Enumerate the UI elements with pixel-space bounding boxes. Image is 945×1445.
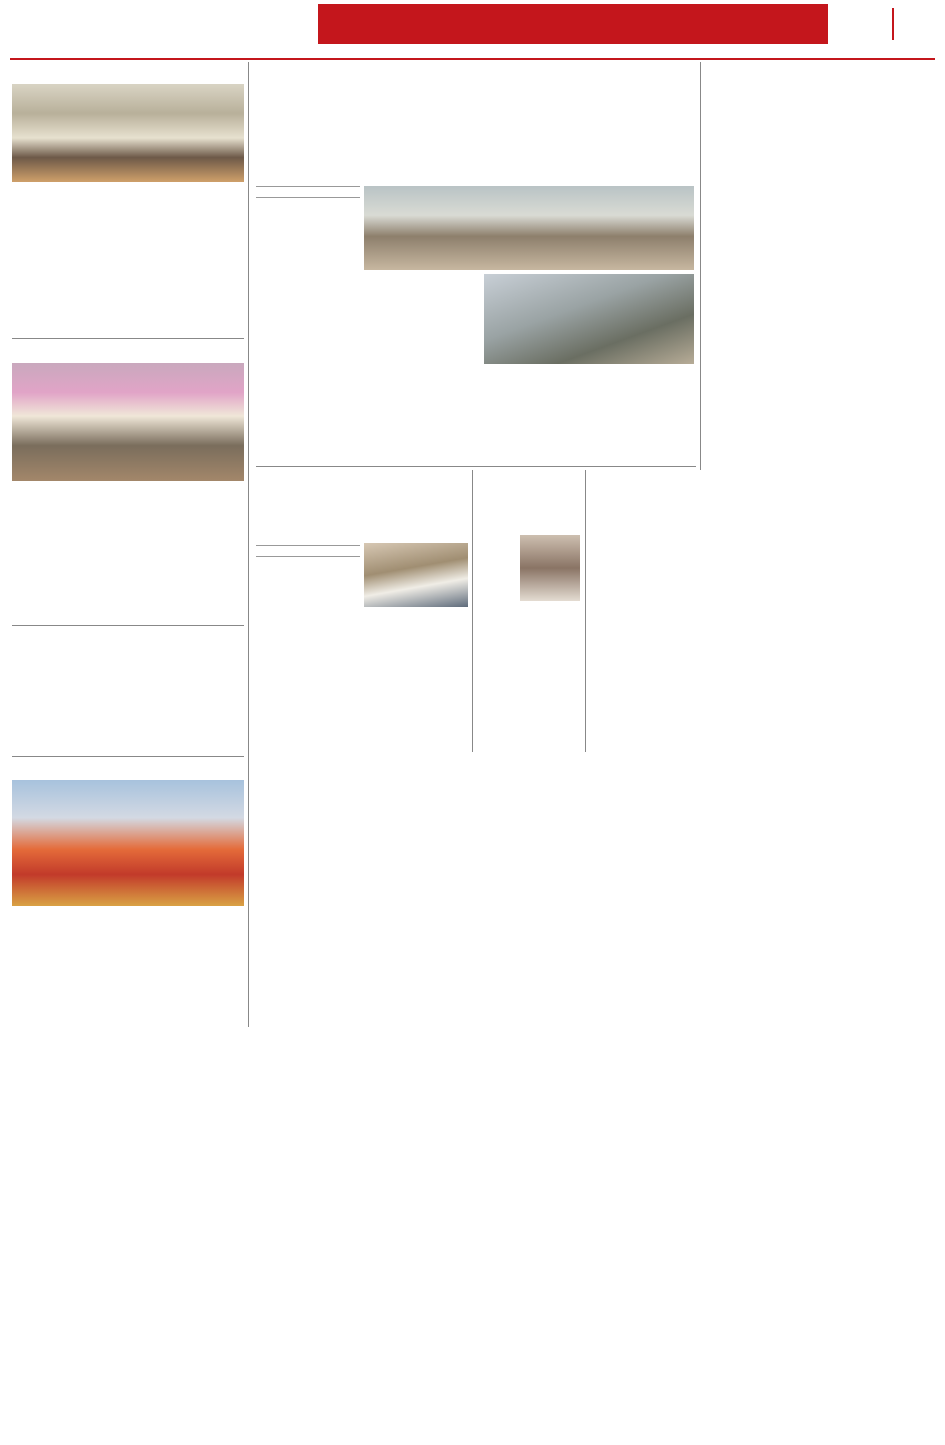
photo-kalash-yatra — [12, 780, 244, 906]
photo-protest — [12, 363, 244, 481]
newspaper-logo — [22, 6, 182, 32]
article-dog-title — [478, 470, 580, 532]
issue-date-visible — [790, 48, 890, 58]
article-disha-mobile — [256, 558, 360, 568]
column-divider — [472, 470, 473, 752]
article-protest-title — [12, 343, 244, 361]
masthead-divider — [10, 58, 935, 60]
article-protest-col1 — [12, 485, 125, 621]
article-disha-col1 — [256, 572, 360, 752]
article-bjp-march-col1 — [12, 186, 125, 332]
article-bjp-march-col2 — [131, 186, 244, 332]
article-blacklist-col2 — [131, 648, 244, 752]
article-dog-col1 — [478, 535, 518, 601]
divider — [256, 466, 696, 467]
article-kalash-col2 — [131, 910, 244, 1020]
article-pole-col1 — [256, 212, 360, 462]
article-pole-col2b — [364, 368, 472, 462]
city-banner — [318, 4, 828, 44]
column-divider — [585, 470, 586, 752]
photo-pole-road — [364, 186, 694, 270]
article-pole-col2 — [364, 274, 480, 364]
caption-proposal-title — [476, 368, 586, 380]
photo-injured-youth — [520, 535, 580, 601]
article-pole-title — [256, 86, 696, 182]
caption-action-title — [590, 368, 694, 380]
article-kalash-title — [12, 760, 244, 778]
article-disha-title — [256, 470, 468, 522]
article-disha-col2 — [364, 611, 468, 752]
caption-action-by — [590, 448, 694, 462]
logo-subtitle — [60, 0, 140, 8]
article-pole-mobile — [256, 199, 360, 209]
article-protest-col2 — [131, 485, 244, 621]
photo-bjp-march — [12, 84, 244, 182]
article-pole-kicker — [256, 64, 696, 82]
caption-action-text — [590, 381, 694, 447]
divider — [12, 338, 244, 339]
caption-proposal-text — [476, 381, 586, 447]
caption-proposal-by — [476, 448, 586, 462]
photo-disha — [364, 543, 468, 607]
photo-transformer — [484, 274, 694, 364]
article-dog-col1b — [478, 604, 580, 752]
article-disha-byline — [256, 545, 360, 557]
column-divider — [248, 62, 249, 1027]
divider — [12, 625, 244, 626]
divider — [12, 756, 244, 757]
article-quiz-title — [706, 64, 936, 120]
article-bjp-march-title — [12, 64, 244, 82]
article-blacklist-title — [12, 629, 244, 645]
article-disha-deck — [256, 524, 468, 540]
article-pole-byline — [256, 186, 360, 198]
article-kalash-col1 — [12, 910, 125, 1020]
column-divider — [700, 62, 701, 470]
page-number — [892, 8, 936, 40]
article-blacklist-col1 — [12, 648, 125, 752]
masthead — [0, 0, 945, 48]
site-url[interactable] — [180, 16, 310, 30]
